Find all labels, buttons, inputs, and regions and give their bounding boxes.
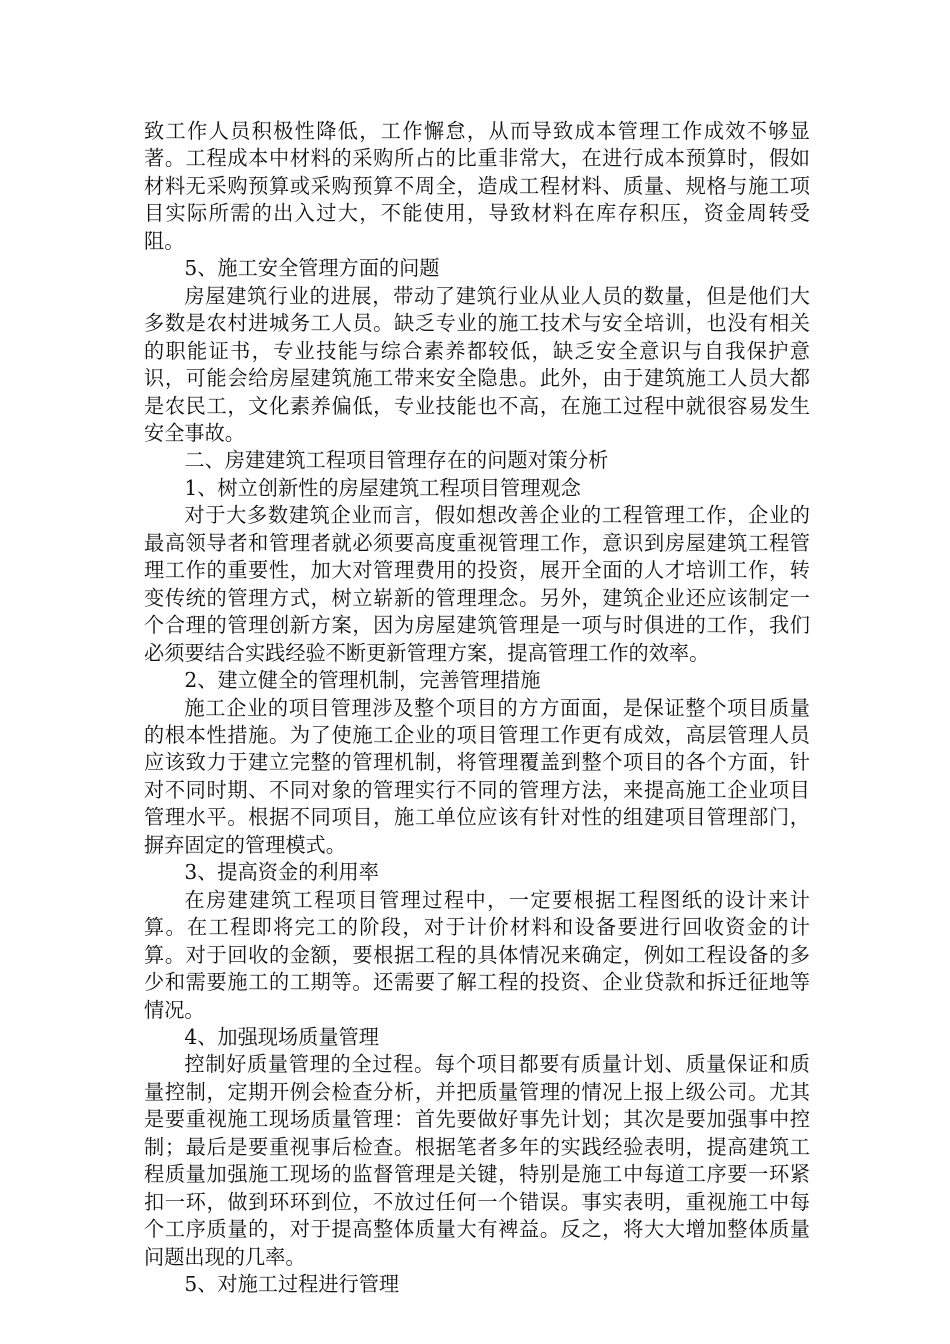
section-heading-quality: 4、加强现场质量管理: [184, 1024, 379, 1049]
paragraph-safety: 房屋建筑行业的进展，带动了建筑行业从业人员的数量，但是他们大多数是农村进城务工人员。缺乏专业的施工技术与安全培训，也没有相关的职能证书，专业技能与综合素养都较低，缺乏安全意识与自我保护意识，可能会给房屋建筑施工带来安全隐患。此外，由于建筑施工人员大都是农民工，文化素养偏低，专业技能也不高，在施工过程中就很容易发生安全事故。: [144, 283, 810, 445]
section-heading-mechanism: 2、建立健全的管理机制，完善管理措施: [184, 668, 541, 693]
paragraph-innovation: 对于大多数建筑企业而言，假如想改善企业的工程管理工作，企业的最高领导者和管理者就必须要高度重视管理工作，意识到房屋建筑工程管理工作的重要性，加大对管理费用的投资，展开全面的人才培训工作，转变传统的管理方式，树立崭新的管理理念。另外，建筑企业还应该制定一个合理的管理创新方案，因为房屋建筑管理是一项与时俱进的工作，我们必须要结合实践经验不断更新管理方案，提高管理工作的效率。: [144, 503, 810, 665]
document-page: [144, 118, 810, 1298]
paragraph-mechanism: 施工企业的项目管理涉及整个项目的方方面面，是保证整个项目质量的根本性措施。为了使施工企业的项目管理工作更有成效，高层管理人员应该致力于建立完整的管理机制，将管理覆盖到整个项目的各个方面，针对不同时期、不同对象的管理实行不同的管理方法，来提高施工企业项目管理水平。根据不同项目，施工单位应该有针对性的组建项目管理部门，摒弃固定的管理模式。: [144, 695, 810, 857]
section-heading-funds: 3、提高资金的利用率: [184, 860, 379, 885]
paragraph-funds: 在房建建筑工程项目管理过程中，一定要根据工程图纸的设计来计算。在工程即将完工的阶段，对于计价材料和设备要进行回收资金的计算。对于回收的金额，要根据工程的具体情况来确定，例如工程设备的多少和需要施工的工期等。还需要了解工程的投资、企业贷款和拆迁征地等情况。: [144, 887, 810, 1022]
paragraph-continuation: 致工作人员积极性降低，工作懈怠，从而导致成本管理工作成效不够显著。工程成本中材料的采购所占的比重非常大，在进行成本预算时，假如材料无采购预算或采购预算不周全，造成工程材料、质量、规格与施工项目实际所需的出入过大，不能使用，导致材料在库存积压，资金周转受阻。: [144, 119, 810, 253]
section-heading-process: 5、对施工过程进行管理: [184, 1272, 400, 1297]
section-heading-safety-issues: 5、施工安全管理方面的问题: [184, 256, 440, 281]
chapter-heading-countermeasures: 二、房建建筑工程项目管理存在的问题对策分析: [184, 448, 609, 473]
section-heading-innovation: 1、树立创新性的房屋建筑工程项目管理观念: [184, 475, 581, 500]
paragraph-quality: 控制好质量管理的全过程。每个项目都要有质量计划、质量保证和质量控制，定期开例会检查分析，并把质量管理的情况上报上级公司。尤其是要重视施工现场质量管理：首先要做好事先计划；其次是要加强事中控制；最后是要重视事后检查。根据笔者多年的实践经验表明，提高建筑工程质量加强施工现场的监督管理是关键，特别是施工中每道工序要一环紧扣一环，做到环环到位，不放过任何一个错误。事实表明，重视施工中每个工序质量的，对于提高整体质量大有裨益。反之，将大大增加整体质量问题出现的几率。: [144, 1052, 810, 1269]
